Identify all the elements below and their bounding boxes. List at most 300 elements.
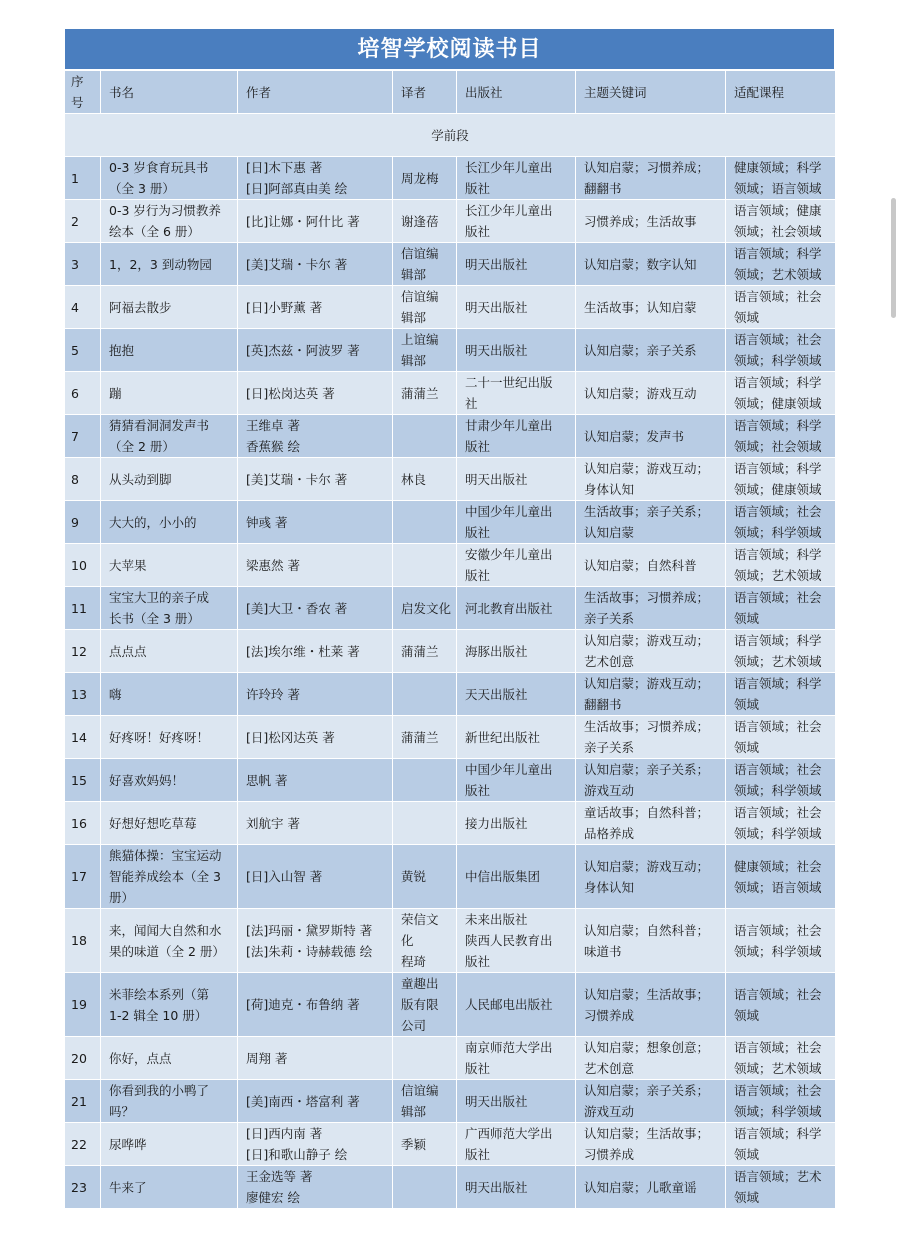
cell-author (238, 802, 393, 845)
translator-line: 林良 (401, 471, 427, 487)
cell-book-name (101, 630, 238, 673)
cell-book-name (101, 544, 238, 587)
cell-translator (393, 243, 457, 286)
publisher-line: 长江少年儿童出 (465, 203, 553, 218)
cell-translator (393, 372, 457, 415)
book-name-line: 大大的，小小的 (109, 514, 197, 530)
cell-serial-no: 4 (65, 286, 101, 329)
book-name-line: 1-2 辑全 10 册） (109, 1007, 208, 1023)
cell-serial-no: 18 (65, 909, 101, 973)
translator-line: 荣信文 (401, 912, 439, 927)
cell-keywords (576, 1080, 726, 1123)
publisher-line: 明天出版社 (465, 299, 528, 315)
book-name-line: 智能养成绘本（全 3 (109, 869, 221, 884)
cell-courses (726, 909, 836, 973)
keywords-line: 味道书 (584, 943, 622, 959)
publisher-line: 版社 (465, 224, 491, 239)
courses-line: 领域；科学领域 (734, 826, 822, 841)
cell-book-name (101, 845, 238, 909)
author-line: [美]艾瑞・卡尔 著 (246, 471, 348, 487)
cell-serial-no: 1 (65, 157, 101, 200)
cell-serial-no: 16 (65, 802, 101, 845)
cell-serial-no: 8 (65, 458, 101, 501)
cell-book-name (101, 1037, 238, 1080)
cell-book-name (101, 673, 238, 716)
cell-publisher (457, 673, 576, 716)
keywords-line: 翻翻书 (584, 697, 622, 712)
publisher-line: 明天出版社 (465, 471, 528, 487)
author-line: 梁惠然 著 (246, 557, 300, 573)
publisher-line: 版社 (465, 568, 491, 583)
cell-author (238, 544, 393, 587)
cell-author (238, 716, 393, 759)
cell-courses (726, 157, 836, 200)
book-name-line: 吗？ (109, 1104, 135, 1119)
cell-translator (393, 973, 457, 1037)
table-row (65, 973, 836, 1037)
keywords-line: 认知启蒙；自然科普； (584, 922, 710, 938)
author-line: [日]小野薰 著 (246, 299, 323, 315)
courses-line: 语言领域；社会 (734, 986, 822, 1002)
book-name-line: 1，2，3 到动物园 (109, 256, 212, 272)
cell-book-name (101, 1080, 238, 1123)
table-row (65, 845, 836, 909)
cell-translator (393, 286, 457, 329)
keywords-line: 认知启蒙；生活故事； (584, 986, 710, 1002)
author-line: 许玲玲 著 (246, 686, 300, 702)
author-line: [荷]迪克・布鲁纳 著 (246, 997, 360, 1012)
header-keywords: 主题关键词 (576, 71, 726, 114)
header-courses: 适配课程 (726, 71, 836, 114)
table-row (65, 286, 836, 329)
courses-line: 领域；健康领域 (734, 396, 822, 411)
cell-author (238, 630, 393, 673)
cell-keywords (576, 329, 726, 372)
translator-line: 辑部 (401, 1104, 427, 1119)
book-name-line: 从头动到脚 (109, 471, 172, 487)
cell-publisher (457, 1166, 576, 1209)
author-line: [日]入山智 著 (246, 869, 323, 884)
courses-line: 语言领域；社会 (734, 590, 822, 605)
translator-line: 辑部 (401, 267, 427, 282)
author-line: [法]朱莉・诗赫载德 绘 (246, 943, 373, 959)
courses-line: 语言领域；科学 (734, 246, 822, 261)
cell-courses (726, 544, 836, 587)
cell-courses (726, 243, 836, 286)
cell-translator (393, 759, 457, 802)
cell-book-name (101, 802, 238, 845)
book-name-line: 果的味道（全 2 册） (109, 943, 225, 959)
keywords-line: 认知启蒙；自然科普 (584, 557, 697, 573)
publisher-line: 未来出版社 (465, 912, 528, 927)
author-line: [日]松冈达英 著 (246, 729, 335, 745)
translator-line: 信谊编 (401, 289, 439, 304)
book-name-line: 0-3 岁行为习惯教养 (109, 203, 221, 218)
book-name-line: 牛来了 (109, 1179, 147, 1195)
cell-author (238, 1037, 393, 1080)
courses-line: 领域；艺术领域 (734, 1061, 822, 1076)
keywords-line: 认知启蒙；游戏互动 (584, 385, 697, 401)
courses-line: 领域 (734, 1190, 760, 1205)
keywords-line: 认知启蒙 (584, 525, 635, 540)
cell-book-name (101, 501, 238, 544)
book-name-line: （全 2 册） (109, 439, 175, 454)
table-row (65, 1166, 836, 1209)
translator-line: 辑部 (401, 310, 427, 325)
book-name-line: 你好，点点 (109, 1050, 172, 1066)
courses-line: 领域 (734, 1007, 760, 1023)
keywords-line: 认知启蒙；生活故事； (584, 1126, 710, 1141)
translator-line: 谢逢蓓 (401, 213, 439, 229)
cell-book-name (101, 909, 238, 973)
keywords-line: 童话故事；自然科普； (584, 805, 710, 820)
book-name-line: 阿福去散步 (109, 299, 172, 315)
keywords-line: 生活故事；亲子关系； (584, 504, 710, 519)
vertical-scrollbar[interactable] (891, 198, 896, 318)
cell-keywords (576, 372, 726, 415)
table-row (65, 1080, 836, 1123)
book-name-line: 长书（全 3 册） (109, 611, 200, 626)
keywords-line: 认知启蒙；发声书 (584, 428, 685, 444)
keywords-line: 游戏互动 (584, 1104, 635, 1119)
cell-author (238, 845, 393, 909)
publisher-line: 河北教育出版社 (465, 600, 553, 616)
book-name-line: （全 3 册） (109, 181, 175, 196)
author-line: [日]阿部真由美 绘 (246, 181, 348, 196)
cell-publisher (457, 200, 576, 243)
translator-line: 黄锐 (401, 869, 427, 884)
courses-line: 领域 (734, 697, 760, 712)
cell-serial-no: 15 (65, 759, 101, 802)
publisher-line: 中国少年儿童出 (465, 762, 553, 777)
author-line: 钟彧 著 (246, 514, 288, 530)
courses-line: 语言领域；社会 (734, 762, 822, 777)
book-name-line: 大苹果 (109, 557, 147, 573)
cell-author (238, 286, 393, 329)
publisher-line: 明天出版社 (465, 256, 528, 272)
cell-serial-no: 5 (65, 329, 101, 372)
keywords-line: 习惯养成 (584, 1147, 635, 1162)
translator-line: 辑部 (401, 353, 427, 368)
cell-author (238, 372, 393, 415)
publisher-line: 人民邮电出版社 (465, 997, 553, 1012)
cell-translator (393, 1123, 457, 1166)
reading-list-document (64, 28, 835, 1209)
keywords-line: 品格养成 (584, 826, 635, 841)
cell-book-name (101, 716, 238, 759)
cell-keywords (576, 587, 726, 630)
book-name-line: 宝宝大卫的亲子成 (109, 590, 210, 605)
cell-translator (393, 1037, 457, 1080)
publisher-line: 版社 (465, 525, 491, 540)
courses-line: 语言领域；社会 (734, 1083, 822, 1098)
translator-line: 蒲蒲兰 (401, 729, 439, 745)
translator-line: 程琦 (401, 954, 427, 969)
publisher-line: 甘肃少年儿童出 (465, 418, 553, 433)
keywords-line: 认知启蒙；游戏互动； (584, 633, 710, 648)
cell-translator (393, 587, 457, 630)
publisher-line: 中国少年儿童出 (465, 504, 553, 519)
courses-line: 语言领域；艺术 (734, 1169, 822, 1184)
header-serial-no: 序 号 (65, 71, 101, 114)
cell-keywords (576, 759, 726, 802)
book-name-line: 绘本（全 6 册） (109, 224, 200, 239)
cell-publisher (457, 802, 576, 845)
courses-line: 领域；社会领域 (734, 224, 822, 239)
translator-line: 启发文化 (401, 600, 452, 616)
cell-translator (393, 415, 457, 458)
cell-courses (726, 973, 836, 1037)
courses-line: 语言领域；科学 (734, 1126, 822, 1141)
cell-publisher (457, 157, 576, 200)
author-line: 王维卓 著 (246, 418, 300, 433)
publisher-line: 明天出版社 (465, 1093, 528, 1109)
courses-line: 领域；科学领域 (734, 525, 822, 540)
publisher-line: 中信出版集团 (465, 869, 541, 884)
cell-courses (726, 372, 836, 415)
cell-courses (726, 415, 836, 458)
cell-keywords (576, 286, 726, 329)
table-row (65, 329, 836, 372)
cell-keywords (576, 673, 726, 716)
cell-book-name (101, 973, 238, 1037)
table-row (65, 909, 836, 973)
cell-keywords (576, 415, 726, 458)
translator-line: 蒲蒲兰 (401, 643, 439, 659)
author-line: [日]木下惠 著 (246, 160, 323, 175)
cell-courses (726, 329, 836, 372)
courses-line: 领域；科学领域 (734, 1104, 822, 1119)
cell-publisher (457, 587, 576, 630)
cell-courses (726, 1080, 836, 1123)
author-line: 刘航宇 著 (246, 815, 300, 831)
keywords-line: 认知启蒙；数字认知 (584, 256, 697, 272)
courses-line: 领域 (734, 310, 760, 325)
cell-courses (726, 1037, 836, 1080)
courses-line: 领域；健康领域 (734, 482, 822, 497)
cell-publisher (457, 286, 576, 329)
cell-keywords (576, 157, 726, 200)
courses-line: 语言领域；科学 (734, 633, 822, 648)
author-line: 廖健宏 绘 (246, 1190, 300, 1205)
cell-publisher (457, 329, 576, 372)
book-name-line: 来，闻闻大自然和水 (109, 922, 222, 938)
cell-keywords (576, 1166, 726, 1209)
cell-keywords (576, 243, 726, 286)
book-list-table (64, 70, 836, 1209)
publisher-line: 版社 (465, 439, 491, 454)
cell-publisher (457, 1080, 576, 1123)
cell-courses (726, 759, 836, 802)
table-header-row (65, 71, 836, 114)
translator-line: 上谊编 (401, 332, 439, 347)
courses-line: 语言领域；社会 (734, 332, 822, 347)
book-name-line: 好疼呀！好疼呀！ (109, 729, 210, 745)
publisher-line: 广西师范大学出 (465, 1126, 553, 1141)
translator-line: 季颖 (401, 1136, 427, 1152)
table-row (65, 415, 836, 458)
publisher-line: 长江少年儿童出 (465, 160, 553, 175)
courses-line: 语言领域；社会 (734, 1040, 822, 1055)
page-title: 培智学校阅读书目 (64, 28, 835, 70)
book-name-line: 好想好想吃草莓 (109, 815, 197, 831)
table-row (65, 630, 836, 673)
cell-keywords (576, 501, 726, 544)
keywords-line: 习惯养成；生活故事 (584, 213, 697, 229)
author-line: [法]埃尔维・杜莱 著 (246, 643, 360, 659)
courses-line: 语言领域；健康 (734, 203, 822, 218)
table-row (65, 501, 836, 544)
publisher-line: 二十一世纪出版 (465, 375, 553, 390)
courses-line: 语言领域；科学 (734, 418, 822, 433)
cell-book-name (101, 759, 238, 802)
cell-keywords (576, 630, 726, 673)
section-label: 学前段 (65, 114, 836, 157)
keywords-line: 认知启蒙；亲子关系； (584, 1083, 710, 1098)
translator-line: 公司 (401, 1018, 427, 1033)
cell-author (238, 909, 393, 973)
translator-line: 周龙梅 (401, 170, 439, 186)
section-row-preschool (65, 114, 836, 157)
cell-serial-no: 17 (65, 845, 101, 909)
book-name-line: 抱抱 (109, 342, 135, 358)
cell-book-name (101, 1123, 238, 1166)
publisher-line: 版社 (465, 1147, 491, 1162)
cell-author (238, 458, 393, 501)
keywords-line: 认知启蒙；习惯养成； (584, 160, 710, 175)
book-name-line: 熊猫体操：宝宝运动 (109, 848, 222, 863)
courses-line: 语言领域；科学 (734, 461, 822, 476)
table-row (65, 458, 836, 501)
translator-line: 童趣出 (401, 976, 439, 991)
table-row (65, 372, 836, 415)
keywords-line: 认知启蒙；亲子关系； (584, 762, 710, 777)
cell-courses (726, 458, 836, 501)
keywords-line: 生活故事；习惯养成； (584, 719, 710, 734)
courses-line: 语言领域；科学 (734, 375, 822, 390)
cell-translator (393, 200, 457, 243)
cell-book-name (101, 587, 238, 630)
keywords-line: 身体认知 (584, 879, 635, 895)
header-author: 作者 (238, 71, 393, 114)
cell-courses (726, 845, 836, 909)
cell-publisher (457, 458, 576, 501)
cell-book-name (101, 157, 238, 200)
cell-author (238, 973, 393, 1037)
courses-line: 健康领域；科学 (734, 160, 822, 175)
cell-serial-no: 22 (65, 1123, 101, 1166)
book-name-line: 蹦 (109, 385, 122, 401)
keywords-line: 艺术创意 (584, 654, 635, 669)
courses-line: 语言领域；社会 (734, 719, 822, 734)
courses-line: 领域 (734, 1147, 760, 1162)
cell-author (238, 157, 393, 200)
cell-courses (726, 1123, 836, 1166)
courses-line: 领域；艺术领域 (734, 568, 822, 583)
cell-courses (726, 1166, 836, 1209)
author-line: [日]和歌山静子 绘 (246, 1147, 348, 1162)
book-name-line: 册） (109, 890, 135, 905)
courses-line: 领域；科学领域 (734, 783, 822, 798)
cell-book-name (101, 200, 238, 243)
cell-translator (393, 716, 457, 759)
publisher-line: 版社 (465, 783, 491, 798)
courses-line: 健康领域；社会 (734, 858, 822, 874)
cell-translator (393, 501, 457, 544)
publisher-line: 安徽少年儿童出 (465, 547, 553, 562)
courses-line: 领域；科学领域 (734, 943, 822, 959)
cell-serial-no: 7 (65, 415, 101, 458)
keywords-line: 认知启蒙；亲子关系 (584, 342, 697, 358)
table-row (65, 1037, 836, 1080)
courses-line: 语言领域；社会 (734, 805, 822, 820)
cell-publisher (457, 630, 576, 673)
cell-courses (726, 630, 836, 673)
publisher-line: 南京师范大学出 (465, 1040, 553, 1055)
cell-serial-no: 9 (65, 501, 101, 544)
book-name-line: 猜猜看洞洞发声书 (109, 418, 210, 433)
translator-line: 蒲蒲兰 (401, 385, 439, 401)
cell-keywords (576, 1037, 726, 1080)
author-line: [美]大卫・香农 著 (246, 600, 348, 616)
cell-keywords (576, 1123, 726, 1166)
cell-serial-no: 23 (65, 1166, 101, 1209)
publisher-line: 新世纪出版社 (465, 729, 541, 745)
table-row (65, 544, 836, 587)
cell-translator (393, 329, 457, 372)
cell-book-name (101, 286, 238, 329)
book-name-line: 点点点 (109, 643, 147, 659)
table-row (65, 200, 836, 243)
courses-line: 领域；社会领域 (734, 439, 822, 454)
cell-translator (393, 157, 457, 200)
cell-translator (393, 802, 457, 845)
cell-courses (726, 716, 836, 759)
translator-line: 信谊编 (401, 246, 439, 261)
cell-publisher (457, 759, 576, 802)
table-row (65, 673, 836, 716)
cell-book-name (101, 415, 238, 458)
cell-publisher (457, 1123, 576, 1166)
courses-line: 领域；语言领域 (734, 879, 822, 895)
keywords-line: 翻翻书 (584, 181, 622, 196)
keywords-line: 艺术创意 (584, 1061, 635, 1076)
keywords-line: 生活故事；认知启蒙 (584, 299, 697, 315)
cell-serial-no: 19 (65, 973, 101, 1037)
book-name-line: 0-3 岁食育玩具书 (109, 160, 209, 175)
translator-line: 化 (401, 933, 414, 948)
cell-keywords (576, 544, 726, 587)
courses-line: 语言领域；社会 (734, 289, 822, 304)
cell-keywords (576, 909, 726, 973)
cell-publisher (457, 415, 576, 458)
cell-keywords (576, 802, 726, 845)
cell-publisher (457, 544, 576, 587)
courses-line: 领域 (734, 611, 760, 626)
publisher-line: 明天出版社 (465, 342, 528, 358)
author-line: 周翔 著 (246, 1050, 288, 1066)
keywords-line: 认知启蒙；游戏互动； (584, 858, 710, 874)
book-name-line: 好喜欢妈妈！ (109, 772, 185, 788)
keywords-line: 认知启蒙；游戏互动； (584, 676, 710, 691)
author-line: 王金选等 著 (246, 1169, 313, 1184)
header-book-name: 书名 (101, 71, 238, 114)
cell-author (238, 1123, 393, 1166)
cell-author (238, 1166, 393, 1209)
cell-keywords (576, 973, 726, 1037)
courses-line: 领域；科学领域 (734, 353, 822, 368)
cell-author (238, 587, 393, 630)
